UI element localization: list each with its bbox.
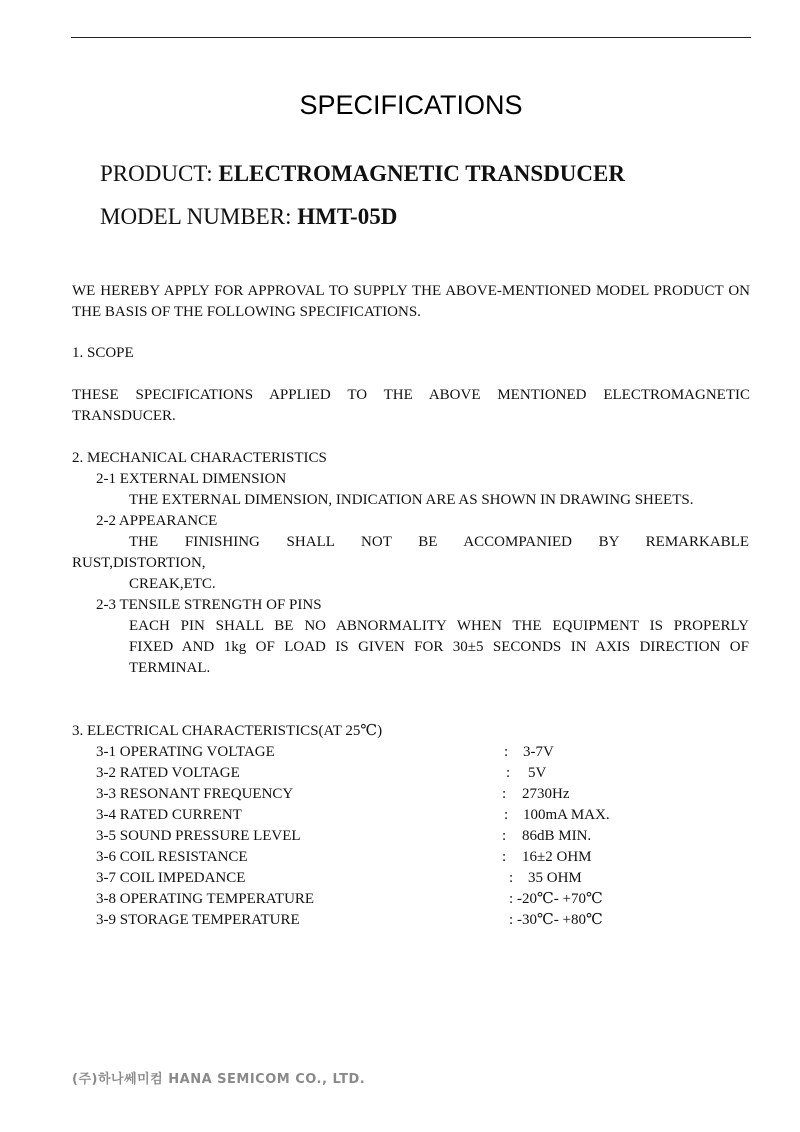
spec-value: 16±2 OHM — [522, 849, 592, 865]
external-dimension-text: THE EXTERNAL DIMENSION, INDICATION ARE AS SHOWN IN DRAWING SHEETS. — [129, 492, 694, 508]
model-value: HMT-05D — [297, 204, 398, 229]
tensile-heading: 2-3 TENSILE STRENGTH OF PINS — [96, 597, 322, 613]
spec-value: 86dB MIN. — [522, 828, 592, 844]
spec-label: 3-3 RESONANT FREQUENCY — [96, 786, 294, 802]
model-line — [100, 204, 397, 230]
tensile-text-line-1: EACH PIN SHALL BE NO ABNORMALITY WHEN THE EQUIPMENT IS PROPERLY — [129, 618, 749, 634]
spec-colon: : — [509, 870, 514, 886]
scope-heading: 1. SCOPE — [72, 345, 134, 361]
spec-label: 3-2 RATED VOLTAGE — [96, 765, 240, 781]
spec-colon: : — [502, 849, 507, 865]
spec-value: 5V — [528, 765, 547, 781]
spec-value: 2730Hz — [522, 786, 570, 802]
spec-colon: : — [504, 807, 509, 823]
spec-label: 3-5 SOUND PRESSURE LEVEL — [96, 828, 301, 844]
spec-value: 100mA MAX. — [523, 807, 610, 823]
appearance-heading: 2-2 APPEARANCE — [96, 513, 218, 529]
company-footer: (주)하나쎄미컴 HANA SEMICOM CO., LTD. — [72, 1072, 366, 1087]
model-label: MODEL NUMBER: — [100, 204, 298, 229]
spec-label: 3-4 RATED CURRENT — [96, 807, 242, 823]
spec-colon: : — [509, 891, 514, 907]
spec-colon: : — [502, 786, 507, 802]
scope-text: THESE SPECIFICATIONS APPLIED TO THE ABOVE MENTIONED ELECTROMAGNETIC TRANSDUCER. — [72, 387, 750, 424]
spec-colon: : — [504, 744, 509, 760]
spec-label: 3-8 OPERATING TEMPERATURE — [96, 891, 315, 907]
mechanical-heading: 2. MECHANICAL CHARACTERISTICS — [72, 450, 327, 466]
spec-label: 3-6 COIL RESISTANCE — [96, 849, 248, 865]
product-label: PRODUCT: — [100, 161, 219, 186]
top-rule — [71, 37, 751, 38]
spec-label: 3-9 STORAGE TEMPERATURE — [96, 912, 300, 928]
spec-value: 35 OHM — [528, 870, 582, 886]
spec-label: 3-1 OPERATING VOLTAGE — [96, 744, 275, 760]
spec-label: 3-7 COIL IMPEDANCE — [96, 870, 246, 886]
external-dimension-heading: 2-1 EXTERNAL DIMENSION — [96, 471, 287, 487]
product-line — [100, 161, 625, 187]
page-title: SPECIFICATIONS — [299, 90, 523, 120]
spec-colon: : — [502, 828, 507, 844]
tensile-text-line-2: FIXED AND 1kg OF LOAD IS GIVEN FOR 30±5 SECONDS IN AXIS DIRECTION OF — [129, 639, 749, 655]
spec-value: -30℃- +80℃ — [517, 912, 603, 928]
tensile-text-line-3: TERMINAL. — [129, 660, 211, 676]
intro-paragraph: WE HEREBY APPLY FOR APPROVAL TO SUPPLY THE ABOVE-MENTIONED MODEL PRODUCT ON THE BASIS OF THE FOLLOWING SPECIFICATIONS. — [72, 283, 750, 320]
spec-value: 3-7V — [523, 744, 554, 760]
spec-value: -20℃- +70℃ — [517, 891, 603, 907]
product-value: ELECTROMAGNETIC TRANSDUCER — [218, 161, 625, 186]
appearance-text-line-2: RUST,DISTORTION, — [72, 555, 206, 571]
spec-colon: : — [506, 765, 511, 781]
spec-colon: : — [509, 912, 514, 928]
appearance-text-line-1: THE FINISHING SHALL NOT BE ACCOMPANIED BY REMARKABLE — [129, 534, 749, 550]
appearance-text-line-3: CREAK,ETC. — [129, 576, 216, 592]
electrical-heading: 3. ELECTRICAL CHARACTERISTICS(AT 25℃) — [72, 723, 383, 739]
